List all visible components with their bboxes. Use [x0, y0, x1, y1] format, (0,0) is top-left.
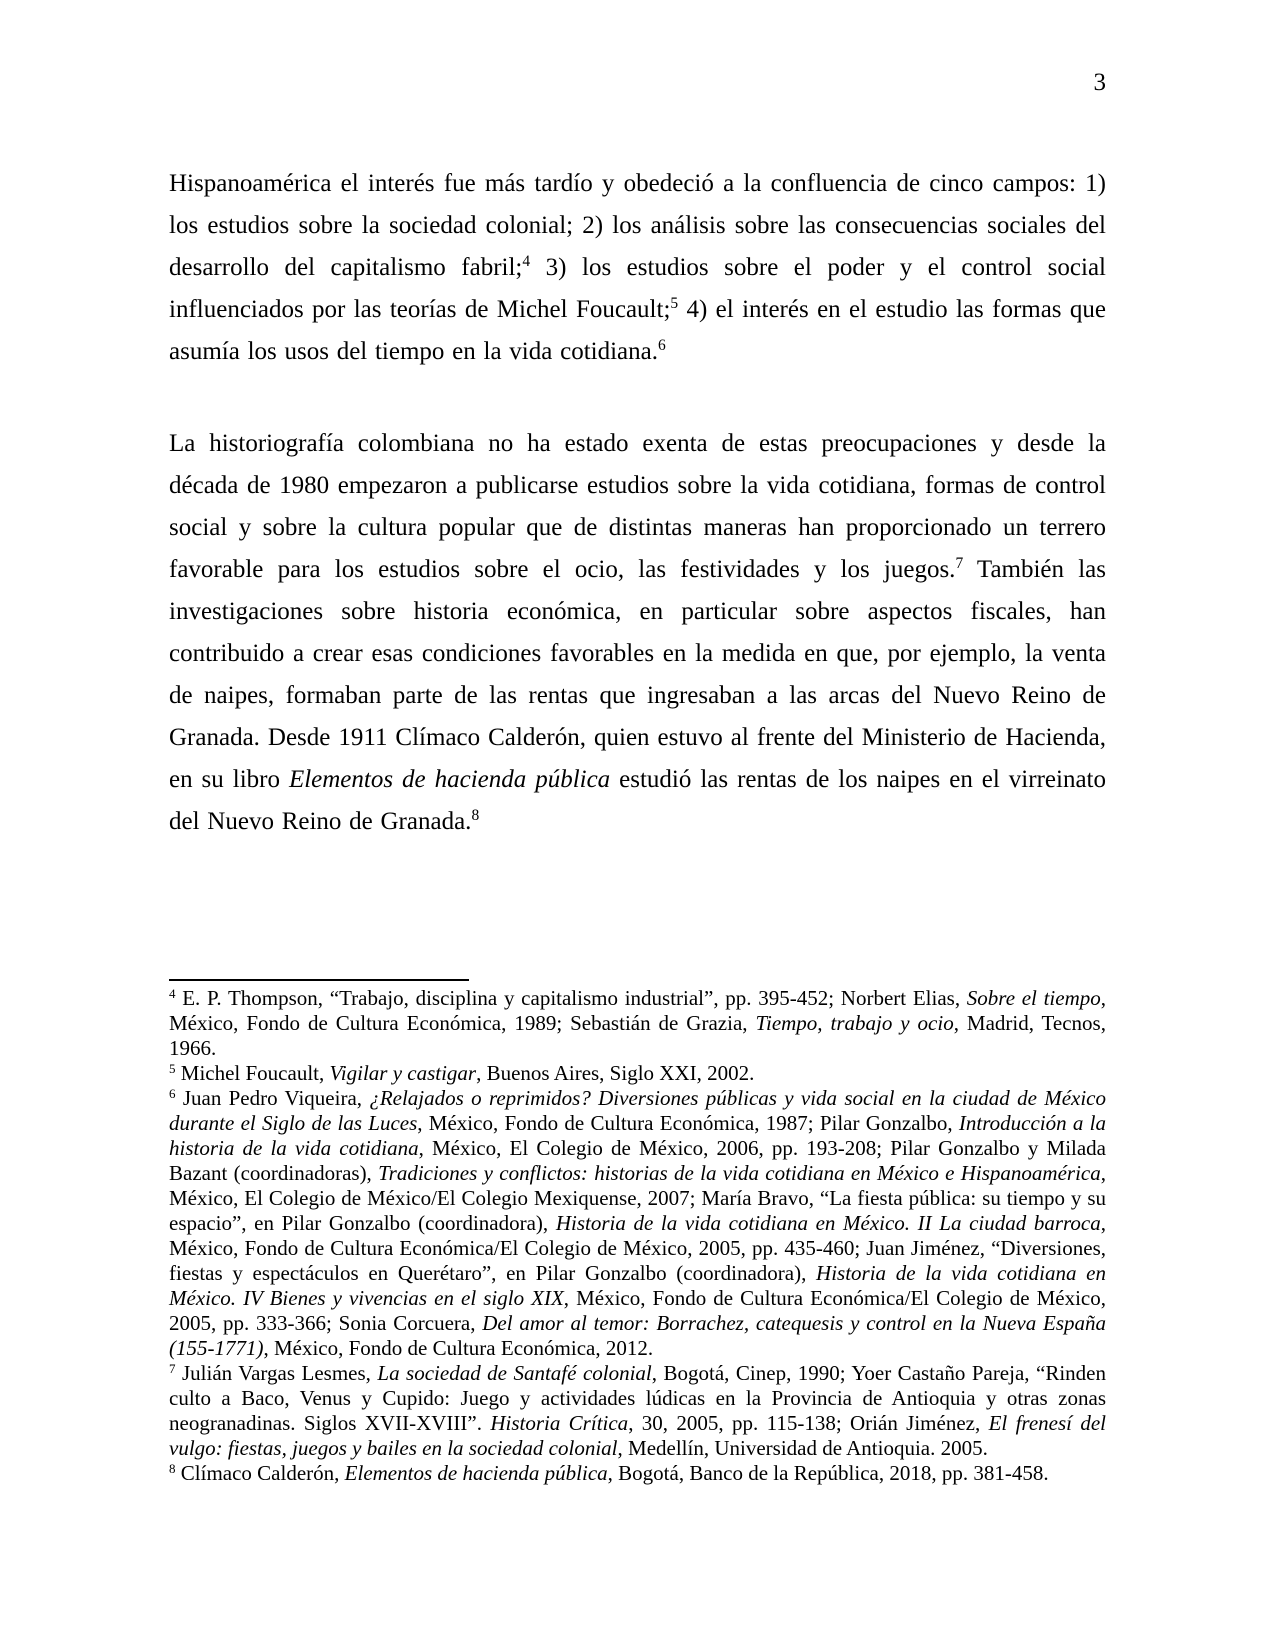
text-run: , 30, 2005, pp. 115-138; Orián Jiménez, [628, 1411, 989, 1435]
text-run: , México, Fondo de Cultura Económica/El Colegio de México, 2005, pp. 333-366; Sonia Corcuera, [169, 1286, 1106, 1335]
footnote [169, 1061, 1106, 1086]
text-run: También las investigaciones sobre historia económica, en particular sobre aspectos fiscales, han contribuido a crear esas condiciones favorables en la medida en que, por ejemplo, la venta de naipes, formaban parte de las rentas que ingresaban a las arcas del Nuevo Reino de Granada. Desde 1911 Clímaco Calderón, quien estuvo al frente del Ministerio de Hacienda, en su libro [169, 556, 1106, 793]
text-run: , Medellín, Universidad de Antioquia. 2005. [617, 1436, 988, 1460]
body-paragraph [169, 423, 1106, 843]
footnote-reference: 7 [955, 555, 964, 573]
footnote-reference: 5 [169, 1060, 176, 1076]
footnote-reference: 6 [657, 337, 666, 355]
text-run: , México, El Colegio de México/El Colegio Mexiquense, 2007; María Bravo, “La fiesta pública: su tiempo y su espacio”, en Pilar Gonzalbo (coordinadora), [169, 1161, 1107, 1235]
footnote-reference: 8 [169, 1460, 176, 1476]
text-run: , Bogotá, Cinep, 1990; Yoer Castaño Pareja, “Rinden culto a Baco, Venus y Cupido: Juego y actividades lúdicas en la Provincia de Antioquia y otras zonas neogranadinas. Siglos XVII-XVIII”. [169, 1361, 1106, 1435]
italic-title-text: Vigilar y castigar [329, 1061, 477, 1085]
italic-title-text: ¿Relajados o reprimidos? Diversiones públicas y vida social en la ciudad de México durante el Siglo de las Luces [169, 1086, 1106, 1135]
footnote-reference: 4 [169, 985, 176, 1001]
italic-title-text: Historia de la vida cotidiana en México. II La ciudad barroca [555, 1211, 1101, 1235]
text-run: La historiografía colombiana no ha estado exenta de estas preocupaciones y desde la década de 1980 empezaron a publicarse estudios sobre la vida cotidiana, formas de control social y sobre la cultura popular que de distintas maneras han proporcionado un terrero favorable para los estudios sobre el ocio, las festividades y los juegos. [169, 430, 1106, 583]
text-run: , Buenos Aires, Siglo XXI, 2002. [476, 1061, 755, 1085]
body-paragraph [169, 163, 1106, 373]
italic-title-text: La sociedad de Santafé colonial [377, 1361, 652, 1385]
footnote-separator-rule [169, 979, 469, 981]
text-run: Clímaco Calderón, [175, 1461, 345, 1485]
text-run: 3) los estudios sobre el poder y el control social influenciados por las teorías de Michel Foucault; [169, 254, 1107, 323]
text-run: estudió las rentas de los naipes en el virreinato del Nuevo Reino de Granada. [169, 766, 1106, 835]
footnote-reference: 8 [471, 807, 480, 825]
italic-title-text: El frenesí del vulgo: fiestas, juegos y bailes en la sociedad colonial [169, 1411, 1106, 1460]
text-run: , Bogotá, Banco de la República, 2018, pp. 381-458. [607, 1461, 1049, 1485]
italic-title-text: Historia Crítica [490, 1411, 629, 1435]
italic-title-text: Elementos de hacienda pública [344, 1461, 608, 1485]
text-run: 4) el interés en el estudio las formas que asumía los usos del tiempo en la vida cotidiana. [169, 296, 1106, 365]
italic-title-text: Elementos de hacienda pública [288, 766, 611, 793]
text-run: , México, Fondo de Cultura Económica/El Colegio de México, 2005, pp. 435-460; Juan Jiménez, “Diversiones, fiestas y espectáculos en Querétaro”, en Pilar Gonzalbo (coordinadora), [169, 1211, 1107, 1285]
footnote-reference: 7 [169, 1360, 176, 1376]
footnote-reference: 6 [169, 1085, 176, 1101]
footnote-reference: 4 [522, 253, 531, 271]
text-run: , México, Fondo de Cultura Económica, 1987; Pilar Gonzalbo, [417, 1111, 959, 1135]
text-run: , Madrid, Tecnos, 1966. [169, 1011, 1106, 1060]
text-run: , México, El Colegio de México, 2006, pp. 193-208; Pilar Gonzalbo y Milada Bazant (coordinadoras), [169, 1136, 1106, 1185]
footnote [169, 986, 1106, 1061]
page-number: 3 [1093, 69, 1106, 96]
text-run: , México, Fondo de Cultura Económica, 2012. [263, 1336, 654, 1360]
text-run: E. P. Thompson, “Trabajo, disciplina y capitalismo industrial”, pp. 395-452; Norbert Elias, [175, 986, 967, 1010]
text-run: , México, Fondo de Cultura Económica, 1989; Sebastián de Grazia, [169, 986, 1106, 1035]
text-run: Juan Pedro Viqueira, [175, 1086, 370, 1110]
text-run: Michel Foucault, [175, 1061, 330, 1085]
text-run: Hispanoamérica el interés fue más tardío y obedeció a la confluencia de cinco campos: 1) los estudios sobre la sociedad colonial; 2) los análisis sobre las consecuencias sociales del desarrollo del capitalismo fabril; [169, 170, 1106, 281]
italic-title-text: Del amor al temor: Borrachez, catequesis y control en la Nueva España (155-1771) [169, 1311, 1106, 1360]
italic-title-text: Introducción a la historia de la vida cotidiana [169, 1111, 1106, 1160]
text-run: Julián Vargas Lesmes, [175, 1361, 378, 1385]
footnote [169, 1461, 1106, 1486]
italic-title-text: Tiempo, trabajo y ocio [755, 1011, 954, 1035]
footnotes-section [169, 986, 1106, 1486]
italic-title-text: Sobre el tiempo [966, 986, 1101, 1010]
footnote-reference: 5 [670, 295, 679, 313]
footnote [169, 1086, 1106, 1361]
italic-title-text: Historia de la vida cotidiana en México. IV Bienes y vivencias en el siglo XIX [169, 1261, 1106, 1310]
body-text [169, 163, 1106, 843]
italic-title-text: Tradiciones y conflictos: historias de la vida cotidiana en México e Hispanoamérica [378, 1161, 1101, 1185]
footnote [169, 1361, 1106, 1461]
